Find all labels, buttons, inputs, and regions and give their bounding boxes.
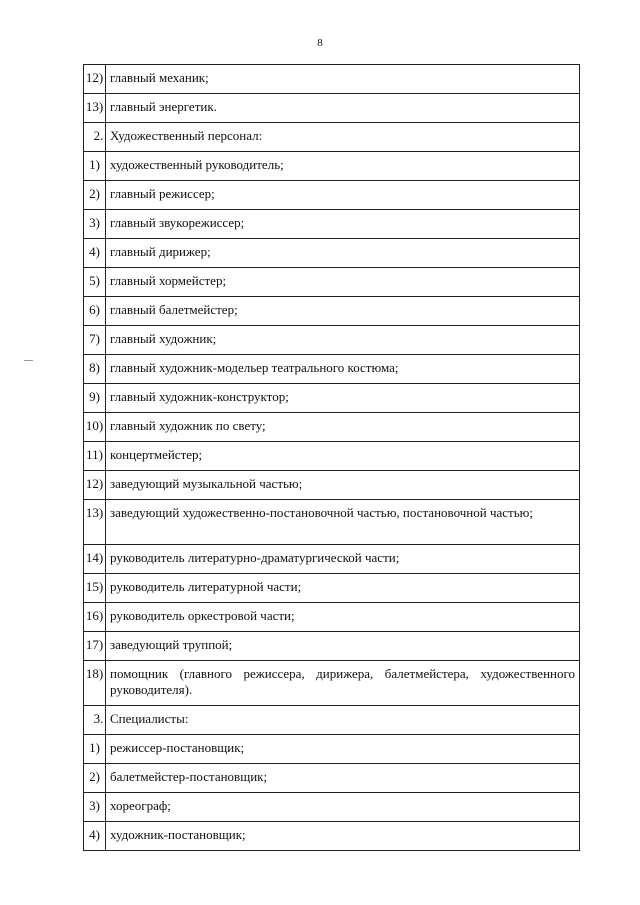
table-row [84,471,580,500]
row-number: 5) [84,268,106,297]
row-text: заведующий труппой; [106,632,580,661]
row-text: главный дирижер; [106,239,580,268]
row-number: 2) [84,764,106,793]
row-text: режиссер-постановщик; [106,735,580,764]
row-text: руководитель литературной части; [106,574,580,603]
row-text: главный художник-модельер театрального костюма; [106,355,580,384]
section-title: Специалисты: [106,706,580,735]
table-row [84,661,580,706]
section-row [84,706,580,735]
row-number: 10) [84,413,106,442]
table-row [84,268,580,297]
row-text: балетмейстер-постановщик; [106,764,580,793]
row-text: художественный руководитель; [106,152,580,181]
row-text: заведующий художественно-постановочной частью, постановочной частью; [106,500,580,545]
table-row [84,632,580,661]
table-row [84,152,580,181]
row-text: главный энергетик. [106,94,580,123]
row-number: 12) [84,65,106,94]
table-row [84,574,580,603]
table-row [84,764,580,793]
table-row [84,500,580,545]
row-number: 14) [84,545,106,574]
section-title: Художественный персонал: [106,123,580,152]
row-number: 7) [84,326,106,355]
row-number: 17) [84,632,106,661]
row-text: главный режиссер; [106,181,580,210]
table-row [84,442,580,471]
table-row [84,326,580,355]
row-number: 12) [84,471,106,500]
row-text: хореограф; [106,793,580,822]
table-row [84,545,580,574]
table-row [84,822,580,851]
section-number: 2. [84,123,106,152]
table-row [84,65,580,94]
row-number: 13) [84,94,106,123]
row-text: руководитель литературно-драматургической части; [106,545,580,574]
table-row [84,355,580,384]
row-text: концертмейстер; [106,442,580,471]
row-number: 15) [84,574,106,603]
table-row [84,210,580,239]
row-text: главный хормейстер; [106,268,580,297]
row-number: 4) [84,822,106,851]
table-row [84,603,580,632]
table-row [84,181,580,210]
table-row [84,384,580,413]
row-text: руководитель оркестровой части; [106,603,580,632]
margin-mark [24,360,33,361]
row-number: 2) [84,181,106,210]
table-row [84,94,580,123]
row-number: 11) [84,442,106,471]
row-number: 1) [84,152,106,181]
row-number: 8) [84,355,106,384]
row-text: главный звукорежиссер; [106,210,580,239]
row-number: 9) [84,384,106,413]
row-text: главный художник; [106,326,580,355]
row-number: 3) [84,210,106,239]
row-text: художник-постановщик; [106,822,580,851]
row-number: 16) [84,603,106,632]
section-number: 3. [84,706,106,735]
row-text: помощник (главного режиссера, дирижера, балетмейстера, художественного руководителя). [106,661,580,706]
table-row [84,297,580,326]
row-number: 3) [84,793,106,822]
row-text: главный художник по свету; [106,413,580,442]
row-text: главный механик; [106,65,580,94]
page-number: 8 [317,37,323,49]
table-row [84,239,580,268]
row-text: главный художник-конструктор; [106,384,580,413]
positions-table [83,64,580,851]
table-row [84,735,580,764]
table-row [84,413,580,442]
row-number: 1) [84,735,106,764]
row-number: 6) [84,297,106,326]
section-row [84,123,580,152]
row-number: 18) [84,661,106,706]
row-text: главный балетмейстер; [106,297,580,326]
row-text: заведующий музыкальной частью; [106,471,580,500]
row-number: 4) [84,239,106,268]
row-number: 13) [84,500,106,545]
table-row [84,793,580,822]
